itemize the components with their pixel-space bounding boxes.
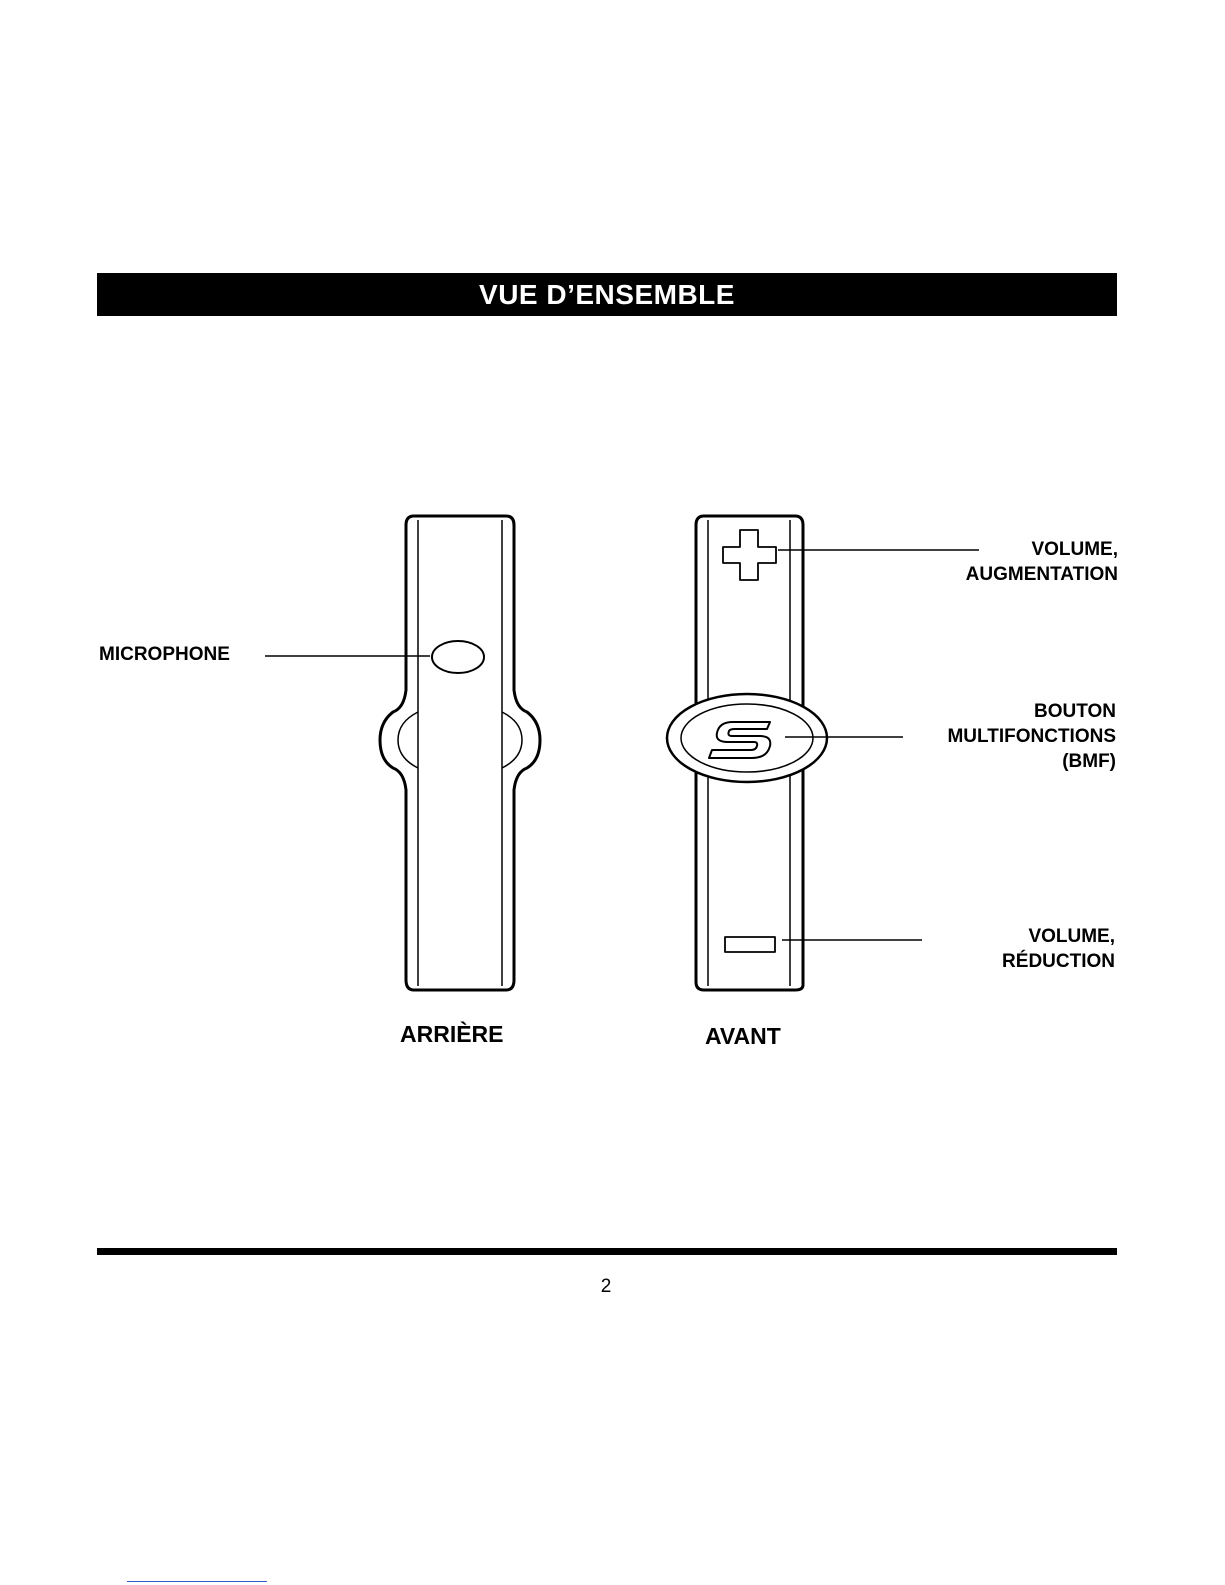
label-volume-up — [966, 537, 1118, 587]
label-volume-down-line-2: RÉDUCTION — [1002, 951, 1115, 972]
bottom-link-underline — [127, 1581, 267, 1582]
page-number: 2 — [600, 1276, 612, 1297]
volume-down-minus-icon — [725, 937, 775, 952]
back-view-body — [380, 516, 540, 990]
label-volume-down-line-1: VOLUME, — [1028, 926, 1115, 947]
caption-back-view: ARRIÈRE — [400, 1021, 504, 1047]
label-multifunction-button — [947, 699, 1116, 774]
label-mfb-line-3: (BMF) — [1062, 751, 1116, 772]
label-volume-down — [1002, 924, 1115, 974]
section-title: VUE D’ENSEMBLE — [479, 278, 735, 310]
label-volume-up-line-2: AUGMENTATION — [965, 564, 1118, 585]
label-microphone-text: MICROPHONE — [99, 644, 230, 665]
label-mfb-line-2: MULTIFONCTIONS — [947, 726, 1116, 747]
footer-rule — [97, 1248, 1117, 1255]
label-mfb-line-1: BOUTON — [1034, 701, 1116, 722]
label-microphone — [99, 642, 230, 667]
label-volume-up-line-1: VOLUME, — [1031, 539, 1118, 560]
caption-front-view: AVANT — [705, 1023, 781, 1049]
microphone-port — [432, 641, 484, 673]
s-logo-icon — [709, 722, 770, 758]
